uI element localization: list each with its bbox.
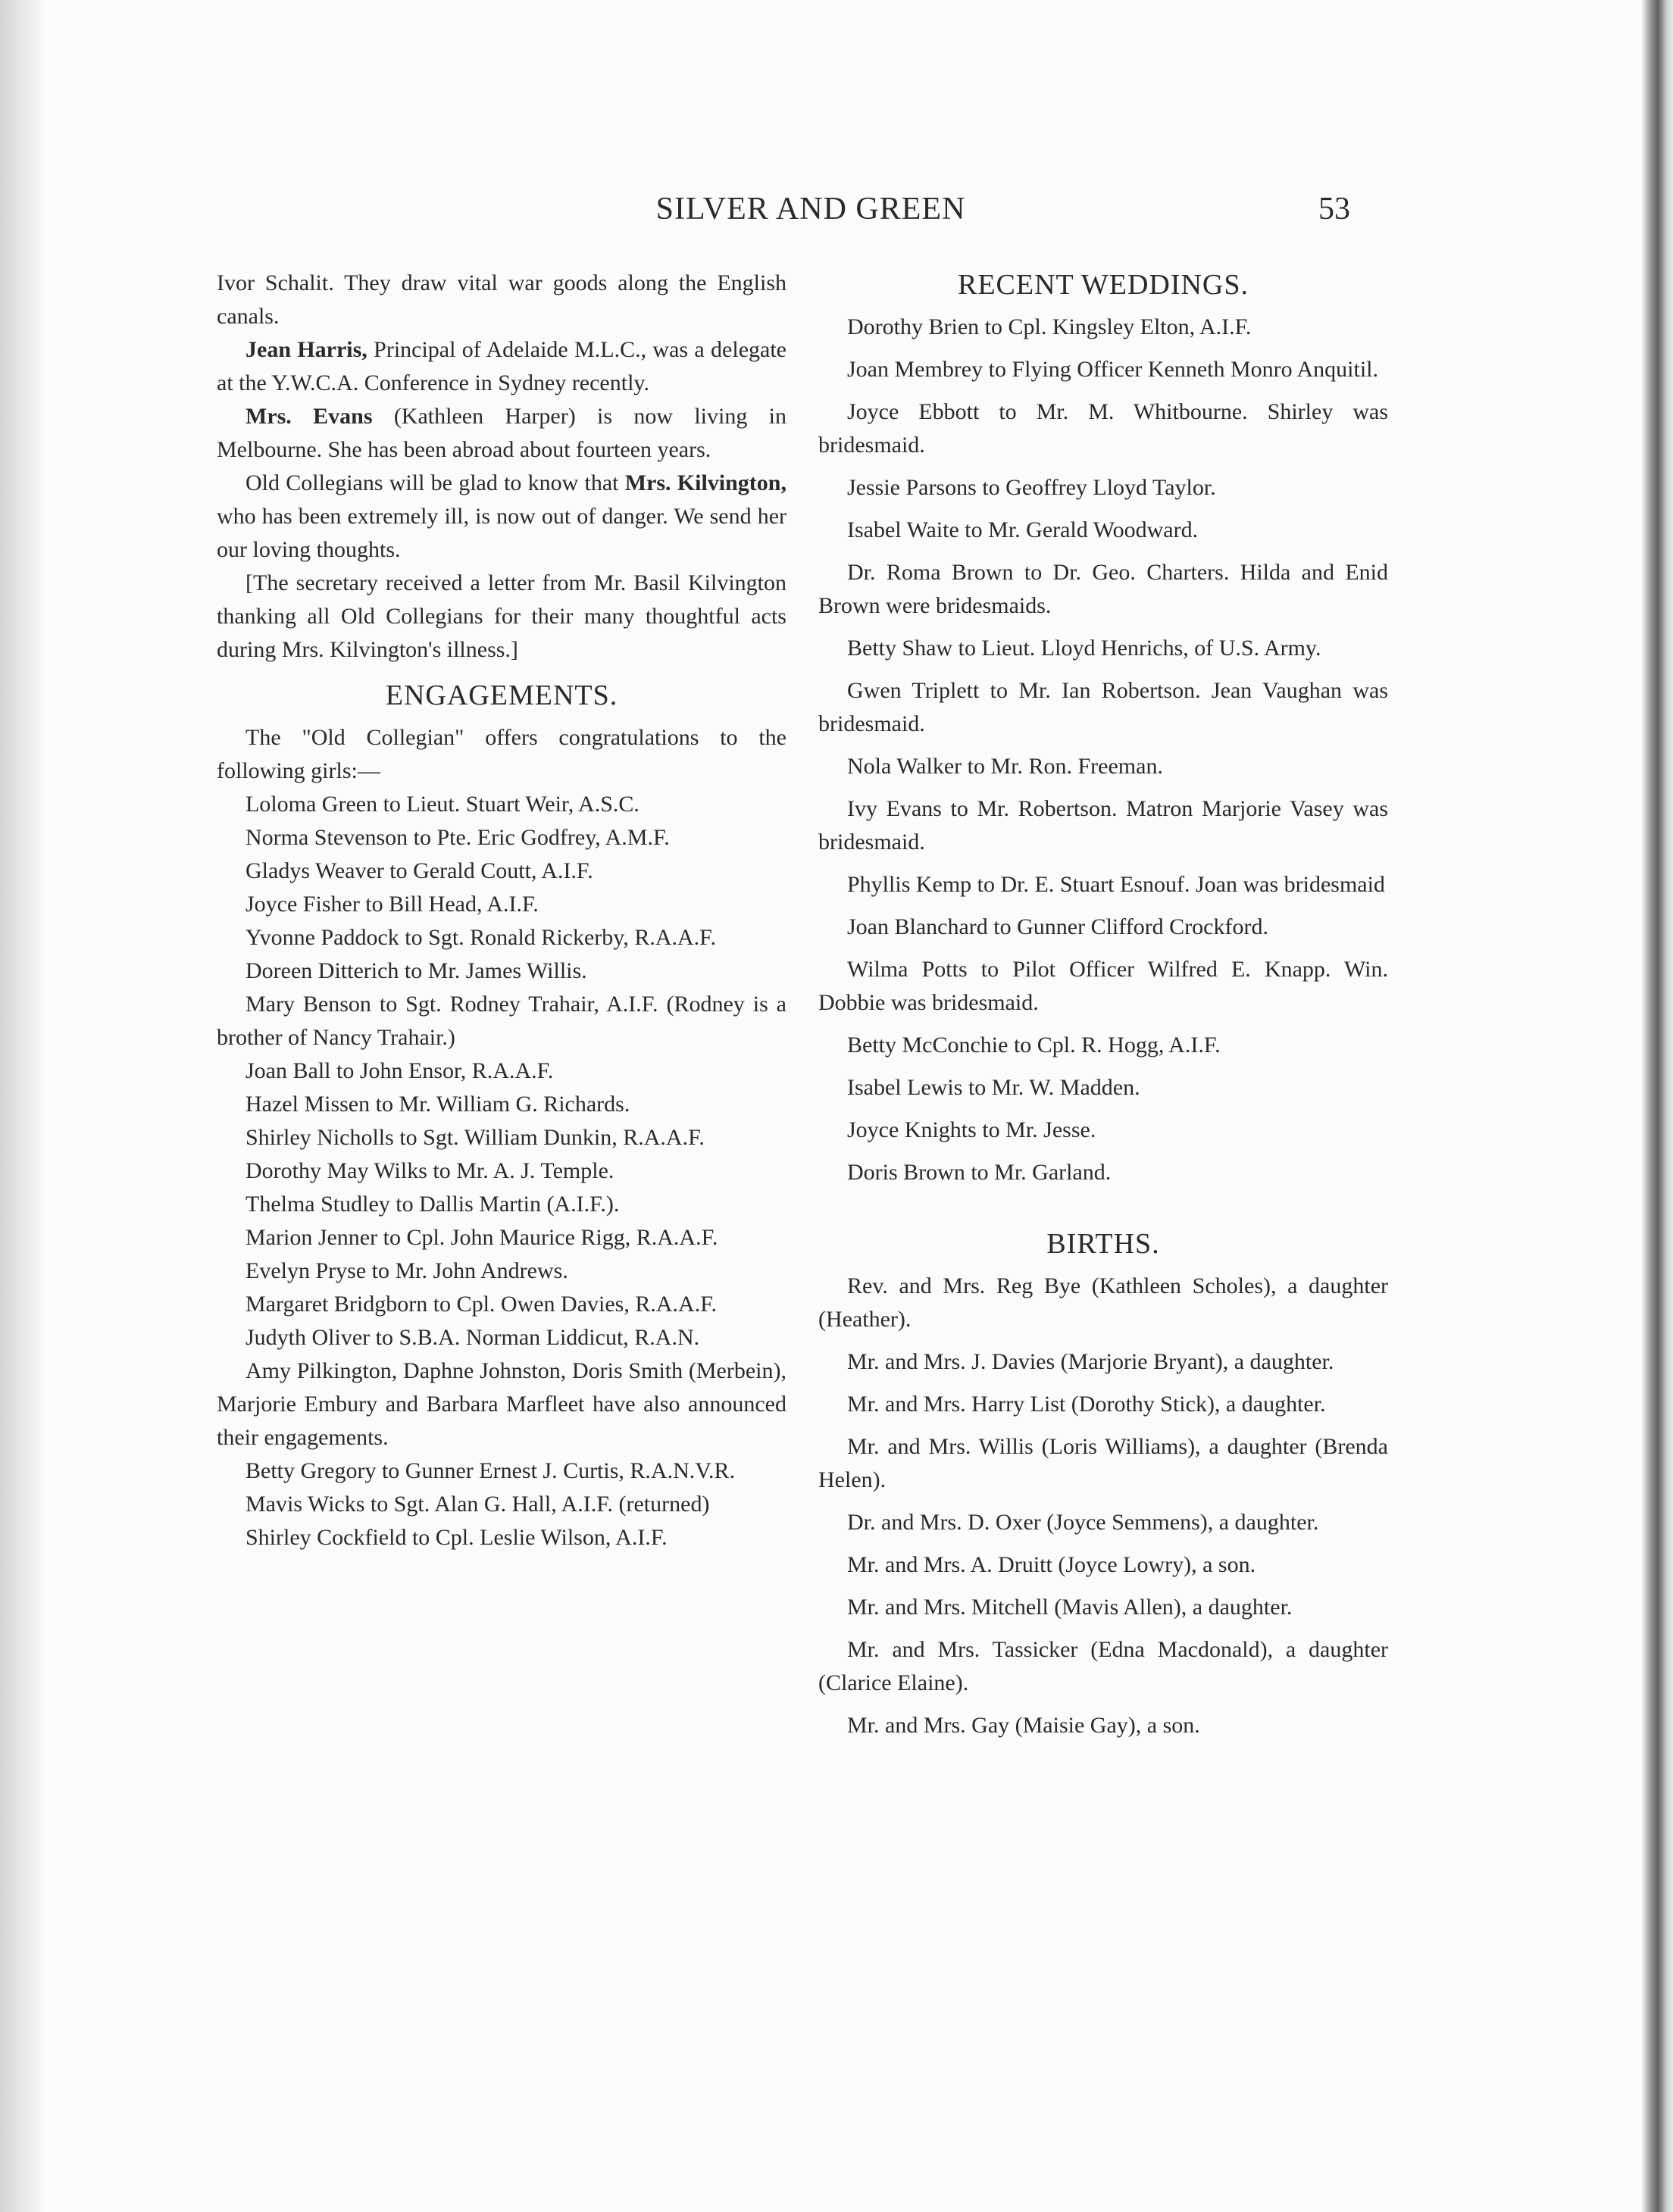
engagements-list: [217, 788, 786, 1554]
note-text: Principal of Adelaide M.L.C., was a delegate at the Y.W.C.A. Conference in Sydney recently.: [217, 337, 786, 395]
list-item: Joan Membrey to Flying Officer Kenneth Monro Anquitil.: [847, 357, 1379, 382]
list-item: Dr. Roma Brown to Dr. Geo. Charters. Hilda and Enid Brown were bridesmaids.: [818, 560, 1388, 618]
list-item: Betty Shaw to Lieut. Lloyd Henrichs, of U.S. Army.: [847, 636, 1321, 661]
list-item: Norma Stevenson to Pte. Eric Godfrey, A.M.F.: [245, 825, 670, 850]
page-spine-shadow: [0, 0, 45, 2212]
page-number: 53: [1318, 192, 1350, 227]
list-item: Thelma Studley to Dallis Martin (A.I.F.).: [245, 1192, 620, 1217]
note-mrs-kilvington: [217, 467, 786, 567]
list-item: Rev. and Mrs. Reg Bye (Kathleen Scholes), a daughter (Heather).: [818, 1273, 1388, 1332]
list-item: Joan Blanchard to Gunner Clifford Crockford.: [847, 914, 1268, 939]
list-item: Mavis Wicks to Sgt. Alan G. Hall, A.I.F. (returned): [245, 1492, 710, 1517]
list-item: Doreen Ditterich to Mr. James Willis.: [245, 958, 587, 983]
note-pre: Old Collegians will be glad to know that: [245, 470, 625, 495]
list-item: Doris Brown to Mr. Garland.: [847, 1160, 1112, 1185]
bracket-note: [The secretary received a letter from Mr. Basil Kilvington thanking all Old Collegians for their many thoughtful acts during Mrs. Kilvington's illness.]: [217, 570, 786, 662]
running-title: SILVER AND GREEN: [655, 192, 966, 227]
list-item: Ivy Evans to Mr. Robertson. Matron Marjorie Vasey was bridesmaid.: [818, 796, 1388, 854]
list-item: Marion Jenner to Cpl. John Maurice Rigg, R.A.A.F.: [245, 1225, 718, 1250]
left-column: [217, 267, 786, 1554]
list-item: Mr. and Mrs. J. Davies (Marjorie Bryant), a daughter.: [847, 1349, 1334, 1374]
list-item: Hazel Missen to Mr. William G. Richards.: [245, 1092, 630, 1117]
list-item: Mr. and Mrs. Willis (Loris Williams), a daughter (Brenda Helen).: [818, 1434, 1388, 1492]
list-item: Dr. and Mrs. D. Oxer (Joyce Semmens), a daughter.: [847, 1510, 1319, 1535]
list-item: Joyce Fisher to Bill Head, A.I.F.: [245, 892, 539, 917]
weddings-list: [818, 311, 1388, 1189]
note-name: Jean Harris,: [245, 337, 367, 362]
list-item: Shirley Nicholls to Sgt. William Dunkin, R.A.A.F.: [245, 1125, 705, 1150]
list-item: Nola Walker to Mr. Ron. Freeman.: [847, 754, 1163, 779]
list-item: Betty McConchie to Cpl. R. Hogg, A.I.F.: [847, 1033, 1221, 1058]
list-item: Mr. and Mrs. Harry List (Dorothy Stick), a daughter.: [847, 1392, 1326, 1417]
engagements-heading: ENGAGEMENTS.: [385, 680, 618, 711]
list-item: Joyce Ebbott to Mr. M. Whitbourne. Shirley was bridesmaid.: [818, 399, 1388, 458]
note-name: Mrs. Evans: [245, 404, 373, 429]
list-item: Mr. and Mrs. A. Druitt (Joyce Lowry), a son.: [847, 1552, 1256, 1577]
list-item: Mr. and Mrs. Tassicker (Edna Macdonald), a daughter (Clarice Elaine).: [818, 1637, 1388, 1695]
list-item: Wilma Potts to Pilot Officer Wilfred E. Knapp. Win. Dobbie was bridesmaid.: [818, 957, 1388, 1015]
list-item: Isabel Waite to Mr. Gerald Woodward.: [847, 517, 1199, 542]
list-item: Mary Benson to Sgt. Rodney Trahair, A.I.F. (Rodney is a brother of Nancy Trahair.): [217, 992, 786, 1050]
page-edge: [1641, 0, 1673, 2212]
list-item: Loloma Green to Lieut. Stuart Weir, A.S.C.: [245, 792, 639, 817]
list-item: Joyce Knights to Mr. Jesse.: [847, 1117, 1096, 1142]
list-item: Yvonne Paddock to Sgt. Ronald Rickerby, R.A.A.F.: [245, 925, 716, 950]
list-item: Joan Ball to John Ensor, R.A.A.F.: [245, 1058, 554, 1083]
intro-paragraph: Ivor Schalit. They draw vital war goods along the English canals.: [217, 270, 786, 329]
list-item: Dorothy Brien to Cpl. Kingsley Elton, A.I.F.: [847, 314, 1252, 339]
births-list: [818, 1270, 1388, 1742]
births-heading: BIRTHS.: [1046, 1228, 1160, 1260]
list-item: Jessie Parsons to Geoffrey Lloyd Taylor.: [847, 475, 1216, 500]
weddings-heading: RECENT WEDDINGS.: [957, 269, 1249, 301]
right-column: [818, 267, 1388, 1751]
list-item: Isabel Lewis to Mr. W. Madden.: [847, 1075, 1140, 1100]
list-item: Betty Gregory to Gunner Ernest J. Curtis, R.A.N.V.R.: [245, 1458, 736, 1483]
list-item: Dorothy May Wilks to Mr. A. J. Temple.: [245, 1158, 614, 1183]
list-item: Margaret Bridgborn to Cpl. Owen Davies, R.A.A.F.: [245, 1292, 717, 1317]
list-item: Mr. and Mrs. Gay (Maisie Gay), a son.: [847, 1713, 1200, 1738]
list-item: Shirley Cockfield to Cpl. Leslie Wilson, A.I.F.: [245, 1525, 668, 1550]
list-item: Gwen Triplett to Mr. Ian Robertson. Jean Vaughan was bridesmaid.: [818, 678, 1388, 736]
list-item: Mr. and Mrs. Mitchell (Mavis Allen), a daughter.: [847, 1595, 1293, 1620]
note-name: Mrs. Kilvington,: [624, 470, 786, 495]
list-item: Phyllis Kemp to Dr. E. Stuart Esnouf. Joan was bridesmaid: [847, 872, 1385, 897]
engagements-intro: The "Old Collegian" offers congratulations to the following girls:—: [217, 725, 786, 783]
note-text: who has been extremely ill, is now out of danger. We send her our loving thoughts.: [217, 504, 786, 562]
list-item: Amy Pilkington, Daphne Johnston, Doris Smith (Merbein), Marjorie Embury and Barbara Marfleet have also announced their engagements.: [217, 1358, 786, 1450]
list-item: Evelyn Pryse to Mr. John Andrews.: [245, 1258, 568, 1283]
note-jean-harris: [217, 333, 786, 400]
list-item: Gladys Weaver to Gerald Coutt, A.I.F.: [245, 858, 593, 883]
note-mrs-evans: [217, 400, 786, 467]
note-text: (Kathleen Harper) is now living in Melbourne. She has been abroad about fourteen years.: [217, 404, 786, 462]
list-item: Judyth Oliver to S.B.A. Norman Liddicut, R.A.N.: [245, 1325, 700, 1350]
